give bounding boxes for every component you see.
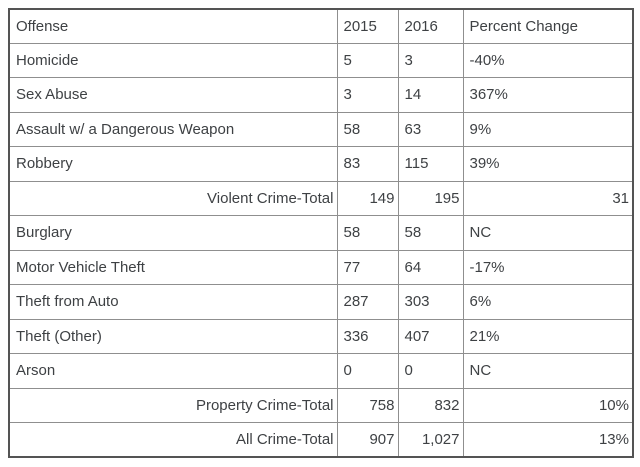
percent-change-cell: 6% xyxy=(463,285,633,320)
table-row xyxy=(9,250,633,285)
column-header-2016: 2016 xyxy=(398,9,463,43)
count-2015-cell: 58 xyxy=(337,112,398,147)
table-row xyxy=(9,112,633,147)
percent-change-cell: 13% xyxy=(463,423,633,458)
column-header-2015: 2015 xyxy=(337,9,398,43)
count-2015-cell: 907 xyxy=(337,423,398,458)
count-2016-cell: 63 xyxy=(398,112,463,147)
count-2016-cell: 832 xyxy=(398,388,463,423)
count-2016-cell: 407 xyxy=(398,319,463,354)
count-2016-cell: 58 xyxy=(398,216,463,251)
count-2015-cell: 58 xyxy=(337,216,398,251)
offense-cell: Homicide xyxy=(9,43,337,78)
offense-cell: Arson xyxy=(9,354,337,389)
offense-cell: Property Crime-Total xyxy=(9,388,337,423)
table-row xyxy=(9,354,633,389)
count-2015-cell: 149 xyxy=(337,181,398,216)
offense-cell: Theft from Auto xyxy=(9,285,337,320)
count-2016-cell: 115 xyxy=(398,147,463,182)
percent-change-cell: 39% xyxy=(463,147,633,182)
offense-cell: Violent Crime-Total xyxy=(9,181,337,216)
offense-cell: All Crime-Total xyxy=(9,423,337,458)
count-2016-cell: 64 xyxy=(398,250,463,285)
table-row xyxy=(9,319,633,354)
count-2015-cell: 3 xyxy=(337,78,398,113)
header-row xyxy=(9,9,633,43)
offense-cell: Robbery xyxy=(9,147,337,182)
crime-statistics-table xyxy=(8,8,634,458)
count-2015-cell: 5 xyxy=(337,43,398,78)
column-header-offense: Offense xyxy=(9,9,337,43)
total-row xyxy=(9,423,633,458)
percent-change-cell: -40% xyxy=(463,43,633,78)
count-2015-cell: 0 xyxy=(337,354,398,389)
table-row xyxy=(9,147,633,182)
percent-change-cell: 367% xyxy=(463,78,633,113)
table-row xyxy=(9,285,633,320)
percent-change-cell: 9% xyxy=(463,112,633,147)
total-row xyxy=(9,388,633,423)
column-header-percent-change: Percent Change xyxy=(463,9,633,43)
count-2016-cell: 195 xyxy=(398,181,463,216)
table-row xyxy=(9,43,633,78)
count-2015-cell: 83 xyxy=(337,147,398,182)
count-2015-cell: 287 xyxy=(337,285,398,320)
percent-change-cell: 21% xyxy=(463,319,633,354)
count-2016-cell: 3 xyxy=(398,43,463,78)
total-row xyxy=(9,181,633,216)
table-row xyxy=(9,216,633,251)
percent-change-cell: 31 xyxy=(463,181,633,216)
percent-change-cell: 10% xyxy=(463,388,633,423)
table-body xyxy=(9,43,633,457)
count-2016-cell: 0 xyxy=(398,354,463,389)
table-row xyxy=(9,78,633,113)
count-2015-cell: 336 xyxy=(337,319,398,354)
percent-change-cell: NC xyxy=(463,354,633,389)
offense-cell: Theft (Other) xyxy=(9,319,337,354)
offense-cell: Assault w/ a Dangerous Weapon xyxy=(9,112,337,147)
count-2015-cell: 77 xyxy=(337,250,398,285)
count-2015-cell: 758 xyxy=(337,388,398,423)
count-2016-cell: 14 xyxy=(398,78,463,113)
percent-change-cell: NC xyxy=(463,216,633,251)
count-2016-cell: 1,027 xyxy=(398,423,463,458)
offense-cell: Burglary xyxy=(9,216,337,251)
count-2016-cell: 303 xyxy=(398,285,463,320)
offense-cell: Motor Vehicle Theft xyxy=(9,250,337,285)
offense-cell: Sex Abuse xyxy=(9,78,337,113)
percent-change-cell: -17% xyxy=(463,250,633,285)
